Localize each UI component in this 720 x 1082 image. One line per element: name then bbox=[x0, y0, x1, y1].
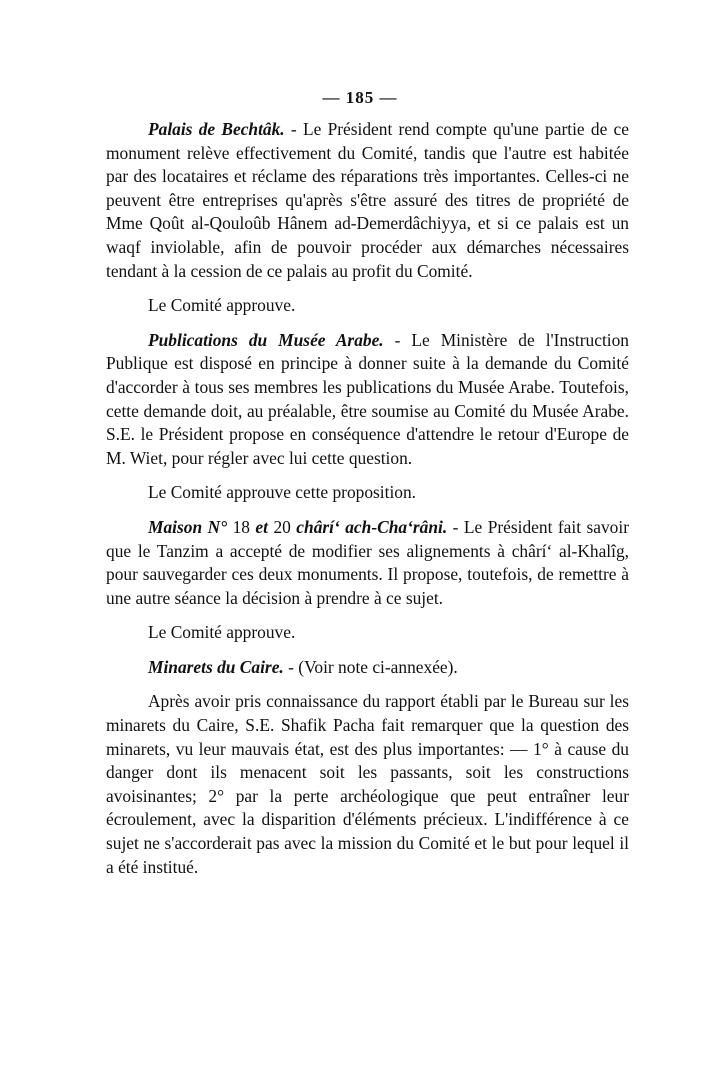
paragraph-approval-proposal bbox=[106, 481, 629, 505]
paragraph-approval bbox=[106, 621, 629, 645]
paragraph-publications bbox=[106, 329, 629, 471]
document-body bbox=[106, 118, 629, 879]
paragraph-palais-bechtak bbox=[106, 118, 629, 283]
paragraph-heading: Palais de Bechtâk. bbox=[148, 119, 285, 139]
paragraph-heading: Publications du Musée Arabe. bbox=[148, 329, 384, 350]
paragraph-text: Le Président rend compte qu'une partie de ce monument relève effectivement du Comité, tandis que l'autre est habitée par des locataires et réclame des réparations très importantes. Celles-ci ne peuvent être entreprises qu'après s'être assuré des titres de propriété de Mme Qoût al-Qouloûb Hânem ad-Demerdâchiyya, et si ce palais est un waqf inviolable, afin de pouvoir procéder aux démarches nécessaires tendant à la cession de ce palais au profit du Comité. bbox=[106, 119, 629, 281]
heading-part: chârí‘ ach-Cha‘râni. bbox=[296, 516, 448, 537]
paragraph-minarets bbox=[106, 656, 629, 680]
heading-separator: - bbox=[283, 656, 299, 677]
paragraph-text: Après avoir pris connaissance du rapport établi par le Bureau sur les minarets du Caire, S.E. Shafik Pacha fait remarquer que la question des minarets, vu leur mauvais état, est des plus importantes: — 1° à cause du danger dont ils menacent soit les passants, soit les constructions avoisinantes; 2° par la perte archéologique que peut entraîner leur écroulement, avec la disparition d'éléments précieux. L'indifférence à ce sujet ne s'accorderait pas avec la mission du Comité et le but pour lequel il a été institué. bbox=[106, 691, 629, 877]
heading-separator: - bbox=[383, 329, 412, 350]
paragraph-text: Le Comité approuve. bbox=[148, 622, 296, 643]
paragraph-maison bbox=[106, 516, 629, 610]
heading-number: 18 bbox=[227, 516, 256, 537]
paragraph-heading: Minarets du Caire. bbox=[148, 656, 284, 677]
heading-part: Maison N° bbox=[148, 516, 228, 537]
page-number: — 185 — bbox=[322, 88, 398, 107]
paragraph-text: Le Président fait savoir que le Tanzim a accepté de modifier ses alignements à chârí‘ al-Khalîg, pour sauvegarder ces deux monuments. Il propose, toutefois, de remettre à une autre séance la décision à prendre à ce sujet. bbox=[106, 516, 629, 608]
paragraph-text: Le Ministère de l'Instruction Publique est disposé en principe à donner suite à la demande du Comité d'accorder à tous ses membres les publications du Musée Arabe. Toutefois, cette demande doit, au préalable, être soumise au Comité du Musée Arabe. S.E. le Président propose en conséquence d'attendre le retour d'Europe de M. Wiet, pour régler avec lui cette question. bbox=[106, 329, 630, 468]
paragraph-text: Le Comité approuve. bbox=[148, 295, 296, 316]
heading-number: 20 bbox=[267, 516, 297, 537]
heading-separator: - bbox=[284, 119, 303, 139]
paragraph-text: Le Comité approuve cette proposition. bbox=[148, 482, 417, 503]
paragraph-minarets-report bbox=[106, 690, 629, 879]
paragraph-approval bbox=[106, 294, 629, 318]
heading-part: et bbox=[255, 516, 268, 537]
paragraph-heading bbox=[148, 517, 447, 537]
heading-separator: - bbox=[447, 516, 464, 537]
paragraph-text: (Voir note ci-annexée). bbox=[298, 656, 458, 677]
